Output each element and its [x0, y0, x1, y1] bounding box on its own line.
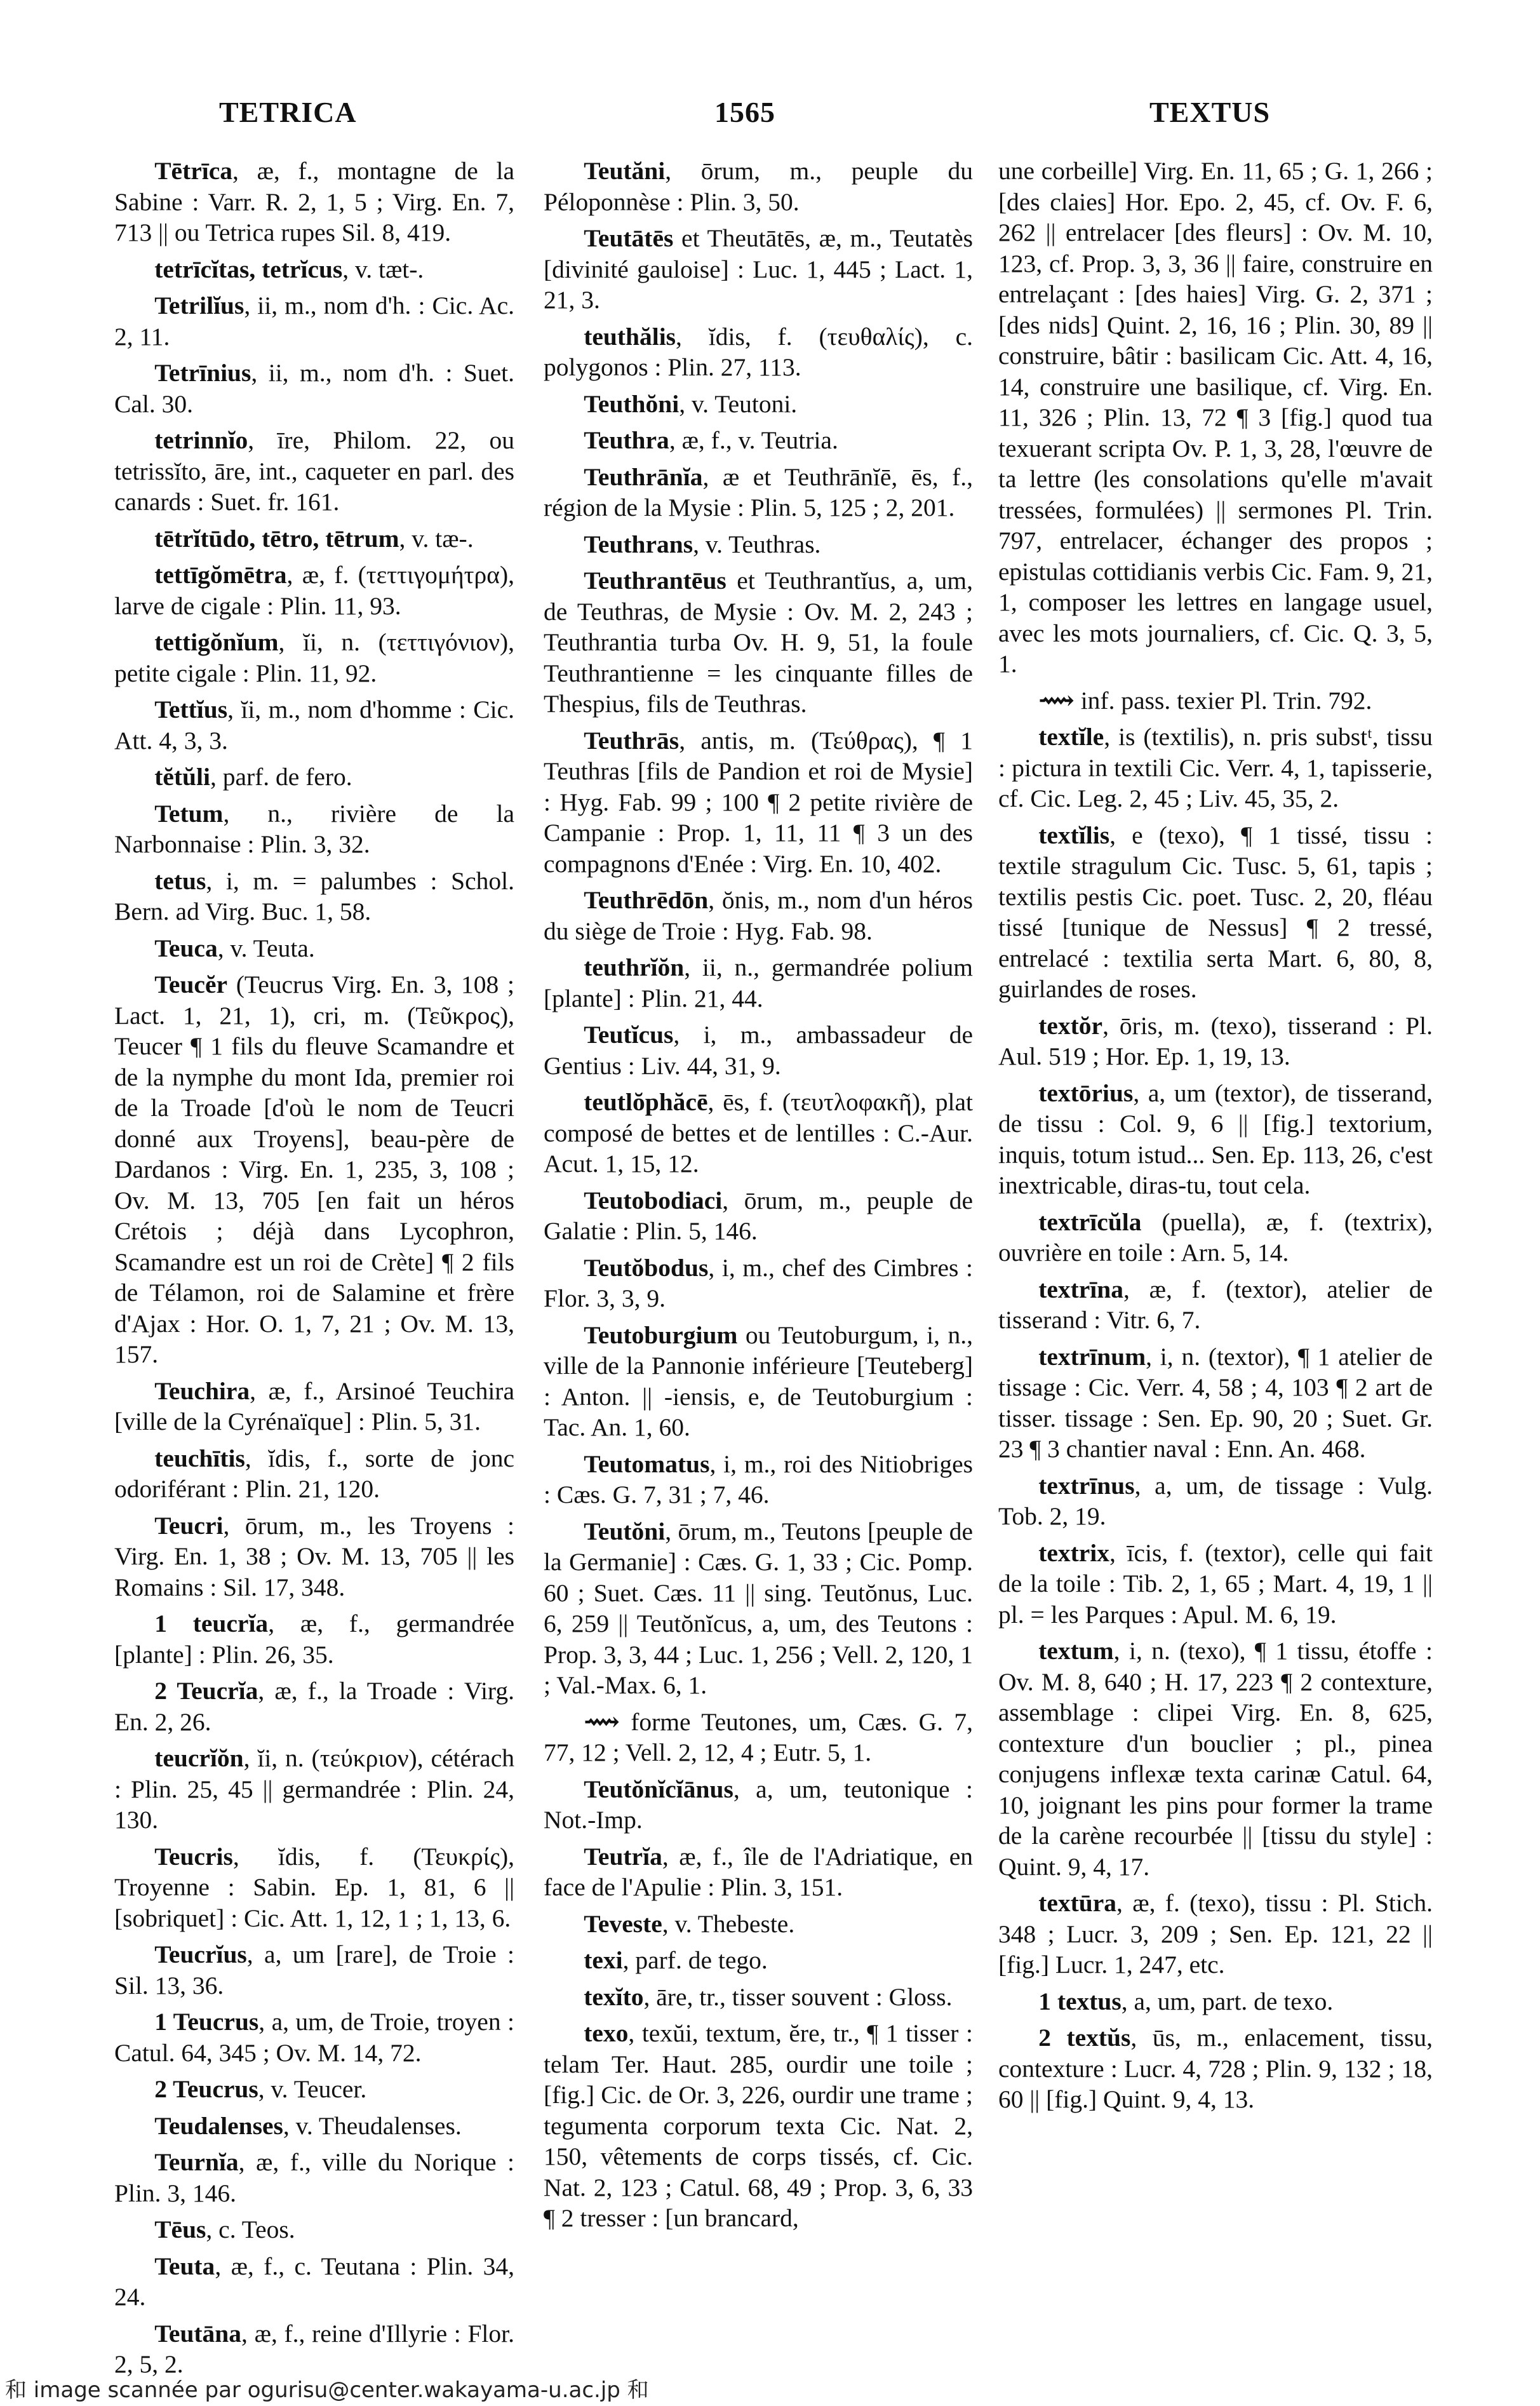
entry-definition: , æ, f. (texo), tissu : Pl. Stich. 348 ; Lucr. 3, 209 ; Sen. Ep. 121, 22 || [fig.] Lucr. 1, 247, etc. [998, 1889, 1433, 1979]
dictionary-entry [544, 529, 973, 560]
entry-definition: , v. tæ-. [399, 524, 474, 553]
entry-definition: et Theutātēs, æ, m., Teutatès [divinité gauloise] : Luc. 1, 445 ; Lact. 1, 21, 3. [544, 224, 973, 314]
dictionary-entry [114, 1841, 514, 1934]
entry-headword: Tetrilĭus [154, 292, 244, 319]
dictionary-entry [998, 820, 1433, 1005]
entry-definition: , ēs, f. (τευτλοφακῆ), plat composé de bettes et de lentilles : C.-Aur. Acut. 1, 15, 12. [544, 1088, 973, 1178]
dictionary-entry [114, 2006, 514, 2068]
dictionary-entry [114, 523, 514, 554]
entry-definition: , n., rivière de la Narbonnaise : Plin. 3, 32. [114, 799, 514, 858]
entry-definition: , antis, m. (Τεύθρας), ¶ 1 Teuthras [fils de Pandion et roi de Mysie] : Hyg. Fab. 99 ; 100 ¶ 2 petite rivière de Campanie : Prop. 1, 11, 11 ¶ 3 un des compagnons d'Enée : Virg. En. 10, 402. [544, 726, 973, 878]
page-number: 1565 [714, 96, 775, 128]
entry-headword: 1 textus [1038, 1987, 1122, 2015]
scan-credit: 和 image scannée par ogurisu@center.wakayama-u.ac.jp 和 [5, 2377, 649, 2403]
entry-headword: 1 teucrĭa [154, 1610, 269, 1637]
entry-definition: , a, um, teutonique : Not.-Imp. [544, 1775, 973, 1834]
entry-headword: Teutomatus [584, 1449, 710, 1478]
entry-headword: teucrĭŏn [154, 1744, 244, 1772]
entry-definition: inf. pass. texier Pl. Trin. 792. [1074, 686, 1372, 715]
entry-definition: (Teucrus Virg. En. 3, 108 ; Lact. 1, 21, 1), cri, m. (Τεῦκρος), Teucer ¶ 1 fils du fleuve Scamandre et de la nymphe du mont Ida, premier roi de la Troade [d'où le nom de Teucri donné aux Troyens], beau-père de Dardanos : Virg. En. 1, 235, 3, 108 ; Ov. M. 13, 705 [en fait un héros Crétois ; déjà dans Lycophron, Scamandre est un roi de Crète] ¶ 2 fils de Télamon, roi de Salamine et frère d'Ajax : Hor. O. 1, 7, 21 ; Ov. M. 13, 157. [114, 971, 514, 1368]
dictionary-entry [114, 560, 514, 621]
entry-definition: , texŭi, textum, ĕre, tr., ¶ 1 tisser : telam Ter. Haut. 285, ourdir une toile ; [fig.] Cic. de Or. 3, 226, ourdir une trame ; tegumenta corporum texta Cic. Nat. 2, 150, vêtements de corps tissés, cf. Cic. Nat. 2, 123 ; Catul. 68, 49 ; Prop. 3, 6, 33 ¶ 2 tresser : [un brancard, [544, 2019, 973, 2232]
entry-definition: , parf. de tego. [622, 1946, 768, 1974]
entry-headword: Teutăni [584, 157, 666, 185]
dictionary-entry [114, 2214, 514, 2245]
entry-headword: textōrius [1038, 1079, 1134, 1107]
dictionary-entry [114, 1443, 514, 1505]
entry-headword: Teurnĭa [154, 2148, 239, 2176]
entry-headword: tetrinnĭo [154, 426, 248, 454]
entry-definition: , a, um, part. de texo. [1121, 1987, 1334, 2015]
entry-headword: Teuthrans [584, 530, 693, 558]
dictionary-entry [544, 462, 973, 523]
entry-headword: texo [584, 2019, 629, 2047]
entry-headword: textrīna [1038, 1275, 1124, 1303]
entry-definition: , ĭi, n. (τεττιγόνιον), petite cigale : Plin. 11, 92. [114, 628, 514, 687]
dictionary-entry [544, 565, 973, 720]
entry-headword: Teutoburgium [584, 1321, 738, 1349]
entry-definition: , ĭdis, f. (τευθαλίς), c. polygonos : Plin. 27, 113. [544, 322, 973, 381]
entry-definition: , ii, m., nom d'h. : Cic. Ac. 2, 11. [114, 292, 514, 351]
entry-definition: , v. Thebeste. [662, 1909, 795, 1938]
entry-headword: Teveste [584, 1909, 662, 1938]
entry-headword: teuthălis [584, 322, 676, 351]
entry-headword: texi [584, 1946, 623, 1974]
entry-definition: , æ, f. (τεττιγομήτρα), larve de cigale : Plin. 11, 93. [114, 561, 514, 620]
entry-headword: tētrĭtūdo, tētro, tētrum [154, 524, 399, 553]
dictionary-entry [114, 933, 514, 964]
dictionary-entry [998, 722, 1433, 814]
entry-definition: , æ, f., germandrée [plante] : Plin. 26, 35. [114, 1610, 514, 1669]
entry-headword: Teutobodiaci [584, 1186, 723, 1214]
entry-definition: , a, um (textor), de tisserand, de tissu : Col. 9, 6 || [fig.] textorium, inquis, totum istud... Sen. Ep. 113, 26, c'est inextricable, diras-tu, tout cela. [998, 1079, 1433, 1199]
entry-definition: , æ, f., Arsinoé Teuchira [ville de la Cyrénaïque] : Plin. 5, 31. [114, 1376, 514, 1435]
dictionary-entry [544, 1320, 973, 1443]
dictionary-entry [998, 1470, 1433, 1532]
entry-definition: forme Teutones, um, Cæs. G. 7, 77, 12 ; Vell. 2, 12, 4 ; Eutr. 5, 1. [544, 1707, 973, 1766]
dictionary-entry [114, 290, 514, 352]
dictionary-entry [544, 1516, 973, 1701]
entry-headword: textum [1038, 1637, 1114, 1665]
dictionary-entry [998, 156, 1433, 680]
entry-definition: , īcis, f. (textor), celle qui fait de la toile : Tib. 2, 1, 65 ; Mart. 4, 19, 1 || pl. = les Parques : Apul. M. 6, 19. [998, 1538, 1433, 1629]
entry-definition: , æ, f., reine d'Illyrie : Flor. 2, 5, 2. [114, 2319, 514, 2378]
entry-headword: Teutātēs [584, 224, 674, 252]
entry-definition: , ŏnis, m., nom d'un héros du siège de Troie : Hyg. Fab. 98. [544, 886, 973, 945]
entry-definition: ou Teutoburgum, i, n., ville de la Pannonie inférieure [Teuteberg] : Anton. || -iensis, e, de Teutoburgium : Tac. An. 1, 60. [544, 1321, 973, 1441]
entry-definition: et Teuthrantĭus, a, um, de Teuthras, de Mysie : Ov. M. 2, 243 ; Teuthrantia turba Ov. H. 9, 51, la foule Teuthrantienne = les cinquante filles de Thespius, fils de Teuthras. [544, 567, 973, 718]
entry-definition: , v. tæt-. [342, 255, 424, 283]
dictionary-entry [544, 425, 973, 456]
entry-definition: , ūs, m., enlacement, tissu, contexture : Lucr. 4, 728 ; Plin. 9, 132 ; 18, 60 || [fig.] Quint. 9, 4, 13. [998, 2024, 1433, 2113]
entry-definition: , ĭi, m., nom d'homme : Cic. Att. 4, 3, 3. [114, 696, 514, 755]
entry-definition: , a, um, de tissage : Vulg. Tob. 2, 19. [998, 1471, 1433, 1530]
dictionary-entry [544, 1982, 973, 2013]
entry-headword: teutlŏphăcē [584, 1088, 708, 1116]
entry-definition: , īre, Philom. 22, ou tetrissĭto, āre, int., caqueter en parl. des canards : Suet. fr. 161. [114, 426, 514, 516]
dictionary-entry [544, 952, 973, 1014]
entry-headword: 2 Teucrus [154, 2075, 258, 2103]
entry-definition: , e (texo), ¶ 1 tissé, tissu : textile stragulum Cic. Tusc. 5, 61, tapis ; textilis pestis Cic. poet. Tusc. 2, 20, fléau tissé [tunique de Nessus] ¶ 2 tressé, entrelacé : textilia serta Mart. 6, 80, 8, guirlandes de roses. [998, 821, 1433, 1003]
dictionary-entry [114, 1510, 514, 1603]
dictionary-entry [114, 866, 514, 927]
entry-definition: , ĭi, n. (τεύκριον), cétérach : Plin. 25, 45 || germandrée : Plin. 24, 130. [114, 1744, 514, 1834]
entry-headword: tetus [154, 866, 206, 895]
entry-headword: Teucris [154, 1842, 233, 1871]
entry-headword: Teutŏbodus [584, 1253, 709, 1282]
entry-definition: , āre, tr., tisser souvent : Gloss. [643, 1982, 953, 2011]
dictionary-entry [998, 1078, 1433, 1201]
entry-headword: Teudalenses [154, 2111, 283, 2140]
entry-headword: Tetum [154, 799, 224, 828]
entry-headword: Tettĭus [154, 696, 228, 723]
dictionary-entry [114, 2318, 514, 2380]
dictionary-entry [998, 1538, 1433, 1630]
entry-definition: , ōrum, m., peuple du Péloponnèse : Plin. 3, 50. [544, 157, 973, 216]
dictionary-entry [114, 358, 514, 419]
dictionary-entry [114, 1676, 514, 1737]
dictionary-entry [114, 425, 514, 518]
dictionary-entry [544, 1019, 973, 1081]
entry-headword: textūra [1038, 1889, 1117, 1917]
dictionary-entry [114, 1743, 514, 1836]
dictionary-entry [544, 1087, 973, 1179]
entry-headword: textrix [1038, 1538, 1110, 1567]
dictionary-entry [114, 2251, 514, 2313]
dictionary-entry [998, 2022, 1433, 2115]
dictionary-entry [114, 694, 514, 756]
entry-definition: , ĭdis, f. (Τευκρίς), Troyenne : Sabin. Ep. 1, 81, 6 || [sobriquet] : Cic. Att. 1, 12, 1 ; 1, 13, 6. [114, 1842, 514, 1932]
entry-headword: textrīnus [1038, 1471, 1135, 1500]
entry-headword: Teuthrās [584, 726, 680, 755]
dictionary-entry [544, 885, 973, 946]
column-1 [114, 156, 514, 2386]
dictionary-entry [114, 1608, 514, 1670]
entry-headword: tettigŏnĭum [154, 628, 279, 656]
entry-headword: ⟿ [584, 1707, 620, 1736]
entry-headword: tettīgŏmētra [154, 561, 287, 589]
column-3 [998, 156, 1433, 2121]
dictionary-entry [998, 1986, 1433, 2017]
dictionary-entry [114, 156, 514, 248]
entry-headword: 2 Teucrĭa [154, 1677, 258, 1705]
entry-headword: Teutŏni [584, 1517, 666, 1545]
entry-headword: tetrīcĭtas, tetrĭcus [154, 255, 343, 283]
entry-definition: , æ, f., île de l'Adriatique, en face de l'Apulie : Plin. 3, 151. [544, 1842, 973, 1901]
entry-headword: texĭto [584, 1982, 644, 2011]
entry-definition: , ōrum, m., Teutons [peuple de la Germanie] : Cæs. G. 1, 33 ; Cic. Pomp. 60 ; Suet. Cæs. 11 || sing. Teutŏnus, Luc. 6, 259 || Teutŏnĭcus, a, um, des Teutons : Prop. 3, 3, 44 ; Luc. 1, 256 ; Vell. 2, 120, 1 ; Val.-Max. 6, 1. [544, 1517, 973, 1699]
entry-headword: Tētrīca [154, 157, 233, 185]
entry-definition: (puella), æ, f. (textrix), ouvrière en toile : Arn. 5, 14. [998, 1207, 1433, 1267]
running-head-left: TETRICA [219, 96, 357, 128]
entry-headword: textĭle [1038, 723, 1104, 751]
entry-definition: , a, um [rare], de Troie : Sil. 13, 36. [114, 1940, 514, 1999]
entry-headword: 1 Teucrus [154, 2008, 259, 2036]
dictionary-entry [544, 321, 973, 383]
entry-definition: , v. Teuthras. [693, 530, 821, 558]
entry-headword: textrīcŭla [1038, 1207, 1142, 1236]
entry-headword: Teuca [154, 934, 218, 962]
entry-definition: , v. Teucer. [258, 2075, 367, 2103]
entry-headword: Teucri [154, 1511, 224, 1540]
entry-definition: , ōrum, m., les Troyens : Virg. En. 1, 38 ; Ov. M. 13, 705 || les Romains : Sil. 17, 348. [114, 1511, 514, 1601]
entry-definition: , ōrum, m., peuple de Galatie : Plin. 5, 146. [544, 1186, 973, 1245]
dictionary-entry [544, 725, 973, 880]
entry-headword: textrīnum [1038, 1342, 1146, 1371]
dictionary-entry [544, 1774, 973, 1836]
dictionary-entry [998, 1636, 1433, 1882]
entry-definition: , i, m., chef des Cimbres : Flor. 3, 3, 9. [544, 1253, 973, 1312]
dictionary-entry [998, 1207, 1433, 1268]
dictionary-entry [544, 1185, 973, 1247]
dictionary-entry [544, 1449, 973, 1510]
entry-headword: Teutrĭa [584, 1842, 662, 1871]
dictionary-entry [114, 1376, 514, 1437]
entry-definition: , i, n. (textor), ¶ 1 atelier de tissage : Cic. Verr. 4, 58 ; 4, 103 ¶ 2 art de tisser. tissage : Sen. Ep. 90, 20 ; Suet. Gr. 23 ¶ 3 chantier naval : Enn. An. 468. [998, 1342, 1433, 1463]
entry-definition: , æ et Teuthrānĭē, ēs, f., région de la Mysie : Plin. 5, 125 ; 2, 201. [544, 462, 973, 521]
entry-headword: Teuthrānĭa [584, 462, 703, 491]
entry-headword: Teuthra [584, 426, 669, 454]
entry-definition: , ōris, m. (texo), tisserand : Pl. Aul. 519 ; Hor. Ep. 1, 19, 13. [998, 1011, 1433, 1070]
entry-headword: Teuthrantēus [584, 567, 726, 595]
entry-definition: , is (textilis), n. pris substᵗ, tissu : pictura in textili Cic. Verr. 4, 1, tapisserie, cf. Cic. Leg. 2, 45 ; Liv. 45, 35, 2. [998, 723, 1433, 812]
entry-definition: , c. Teos. [206, 2215, 295, 2243]
entry-headword: Tetrīnius [154, 359, 251, 387]
entry-headword: Teuchira [154, 1376, 250, 1405]
running-head-right: TEXTUS [1149, 96, 1271, 128]
dictionary-entry [114, 798, 514, 860]
entry-headword: ⟿ [1038, 686, 1075, 715]
entry-headword: textŏr [1038, 1011, 1103, 1040]
entry-definition: , v. Teutoni. [679, 389, 798, 418]
entry-definition: , ii, n., germandrée polium [plante] : Plin. 21, 44. [544, 953, 973, 1012]
dictionary-entry [114, 2111, 514, 2142]
entry-definition: une corbeille] Virg. En. 11, 65 ; G. 1, 266 ; [des claies] Hor. Epo. 2, 45, cf. Ov. F. 6, 262 || entrelacer [des fleurs] : Ov. M. 10, 123, cf. Prop. 3, 3, 36 || faire, construire en entrelaçant : [des haies] Virg. G. 2, 371 ; [des nids] Quint. 2, 16, 16 ; Plin. 30, 89 || construire, bâtir : basilicam Cic. Att. 4, 16, 14, construire une basilique, cf. Virg. En. 11, 326 ; Plin. 13, 72 ¶ 3 [fig.] quod tua texuerant scripta Ov. P. 1, 3, 28, l'œuvre de ta lettre (les consolations qu'elle m'avait tressées, formulées) || sermones Pl. Trin. 797, entrelacer, échanger des propos ; epistulas cottidianis verbis Cic. Fam. 9, 21, 1, composer les lettres en langage usuel, avec les mots journaliers, cf. Cic. Q. 3, 5, 1. [998, 157, 1433, 678]
dictionary-entry [114, 1939, 514, 2001]
dictionary-entry [544, 1253, 973, 1314]
dictionary-entry [114, 2147, 514, 2208]
dictionary-entry [544, 1707, 973, 1768]
entry-definition: , v. Teuta. [217, 934, 315, 962]
entry-definition: , ĭdis, f., sorte de jonc odoriférant : Plin. 21, 120. [114, 1444, 514, 1503]
dictionary-entry [114, 969, 514, 1370]
dictionary-entry [998, 1888, 1433, 1980]
dictionary-entry [114, 627, 514, 689]
entry-headword: Tēus [154, 2215, 206, 2243]
entry-headword: 2 textŭs [1038, 2024, 1131, 2052]
dictionary-entry [544, 1945, 973, 1976]
entry-headword: Teuta [154, 2252, 215, 2280]
entry-definition: , æ, f., montagne de la Sabine : Varr. R. 2, 1, 5 ; Virg. En. 7, 713 || ou Tetrica rupes Sil. 8, 419. [114, 157, 514, 246]
dictionary-entry [998, 685, 1433, 716]
dictionary-entry [544, 1841, 973, 1903]
dictionary-entry [544, 2018, 973, 2234]
entry-definition: , ii, m., nom d'h. : Suet. Cal. 30. [114, 359, 514, 418]
entry-definition: , i, m. = palumbes : Schol. Bern. ad Virg. Buc. 1, 58. [114, 866, 514, 925]
column-2 [544, 156, 973, 2240]
entry-headword: Teuthrēdōn [584, 886, 709, 914]
entry-definition: , æ, f., c. Teutana : Plin. 34, 24. [114, 2252, 514, 2311]
entry-definition: , æ, f. (textor), atelier de tisserand : Vitr. 6, 7. [998, 1275, 1433, 1334]
entry-headword: Teutāna [154, 2319, 242, 2348]
dictionary-entry [544, 223, 973, 316]
entry-headword: textĭlis [1038, 821, 1110, 849]
entry-definition: , parf. de fero. [210, 763, 352, 791]
entry-definition: , i, n. (texo), ¶ 1 tissu, étoffe : Ov. M. 8, 640 ; H. 17, 223 ¶ 2 contexture, assemblage : clipei Virg. En. 8, 625, contexture d'un bouclier ; pl., pinea conjugens inflexæ texta carinæ Catul. 64, 10, joignant les pins pour former la trame de la carène recourbée || [tissu du style] : Quint. 9, 4, 17. [998, 1637, 1433, 1881]
entry-definition: , æ, f., ville du Norique : Plin. 3, 146. [114, 2148, 514, 2207]
dictionary-entry [998, 1274, 1433, 1336]
dictionary-entry [998, 1341, 1433, 1465]
entry-headword: Teutĭcus [584, 1021, 674, 1049]
entry-definition: , i, m., roi des Nitiobriges : Cæs. G. 7, 31 ; 7, 46. [544, 1449, 973, 1509]
dictionary-entry [114, 762, 514, 793]
entry-definition: , v. Theudalenses. [283, 2111, 462, 2140]
dictionary-entry [114, 254, 514, 285]
entry-headword: Teuthŏni [584, 389, 680, 418]
entry-headword: Teucrĭus [154, 1940, 247, 1968]
dictionary-entry [114, 2074, 514, 2105]
dictionary-entry [544, 156, 973, 217]
entry-definition: , a, um, de Troie, troyen : Catul. 64, 345 ; Ov. M. 14, 72. [114, 2008, 514, 2067]
entry-definition: , i, m., ambassadeur de Gentius : Liv. 44, 31, 9. [544, 1021, 973, 1080]
entry-headword: Teutŏnĭcĭānus [584, 1775, 733, 1803]
dictionary-entry [544, 1909, 973, 1940]
entry-headword: teuthrĭŏn [584, 953, 685, 981]
dictionary-entry [544, 389, 973, 420]
entry-headword: tĕtŭli [154, 763, 210, 791]
entry-headword: teuchītis [154, 1444, 245, 1472]
entry-headword: Teucĕr [154, 971, 228, 998]
dictionary-entry [998, 1011, 1433, 1072]
entry-definition: , æ, f., v. Teutria. [669, 426, 838, 454]
entry-definition: , æ, f., la Troade : Virg. En. 2, 26. [114, 1677, 514, 1736]
